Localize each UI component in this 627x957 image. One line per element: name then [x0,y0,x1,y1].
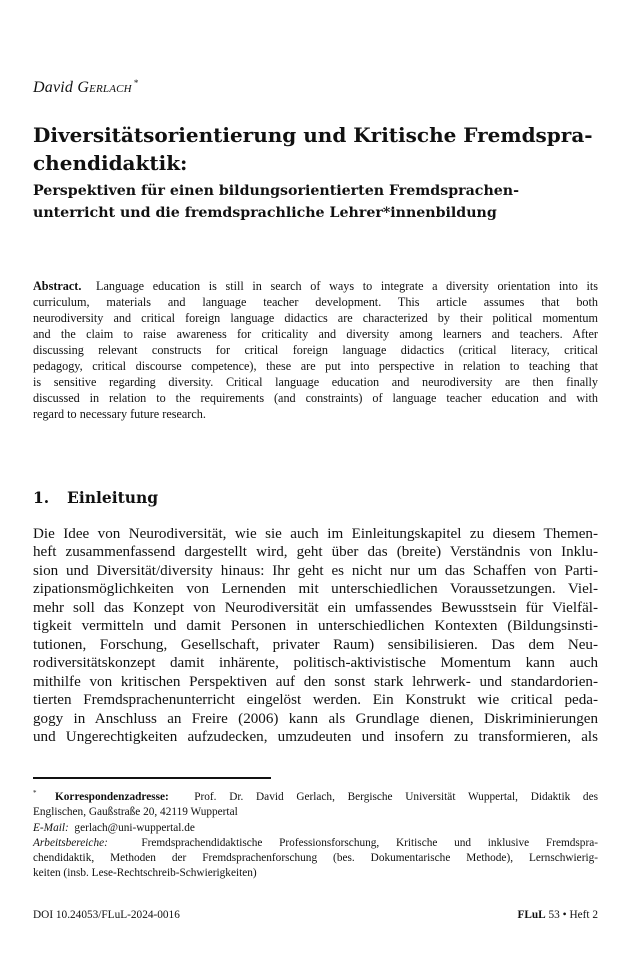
abstract-line: pedagogy, critical discourse competence), these are put into perspective in relation to teaching that [33,359,598,373]
email-address[interactable]: gerlach@uni-wuppertal.de [74,821,195,834]
footnote-line: chendidaktik, Methoden der Fremdsprachenforschung (bes. Dokumentarische Methode), Lernschwierig- [33,852,598,865]
author-name [33,78,139,97]
section-heading [33,488,158,507]
abstract-line: curriculum, materials and language teacher development. This article assumes that both [33,295,598,309]
article-subtitle [33,180,598,224]
body-line: rodiversitätskonzept damit inhärente, politisch-aktivistische Momentum kann auch [33,655,598,672]
body-line: heft zusammenfassend dargestellt wird, geht über das (breite) Verständnis von Inklu- [33,544,598,561]
footnote-line: Englischen, Gaußstraße 20, 42119 Wuppertal [33,806,238,819]
body-line: sion und Diversität/diversity hinaus: Ihr geht es nicht nur um das Schaffen von Parti- [33,562,598,579]
email-label: E-Mail: [33,821,69,834]
abstract-line: Abstract. Language education is still in search of ways to integrate a diversity orientation into its [33,279,598,293]
body-line: tierten Fremdsprachenunterricht eingelöst werden. Ein Konstrukt wie critical peda- [33,692,598,709]
abstract-label: Abstract. [33,279,82,293]
body-line: tigkeit vermitteln und damit Personen in unterschiedlichen Kontexten (Bildungsinsti- [33,618,598,635]
author-first-name: David [33,79,74,96]
volume-number: 53 [548,909,560,921]
areas-label: Arbeitsbereiche: [33,836,108,849]
footnote-email-line [33,821,598,836]
section-title: Einleitung [67,488,159,507]
footnote-line: Arbeitsbereiche: Fremdsprachendidaktische Professionsforschung, Kritische und inklusive Fremdspra- [33,836,598,849]
subtitle-line: unterricht und die fremdsprachliche Lehrer*innenbildung [33,205,497,221]
body-line: gogy in Anschluss an Freire (2006) kann als Grundlage dienen, Diskriminierungen [33,710,598,727]
author-last-name: Gerlach [77,79,132,96]
abstract-line: and the claim to raise awareness for criticality and diversity among learners and teachers. After [33,327,598,341]
abstract [33,278,598,422]
abstract-line: discussed in relation to the requirements (and constraints) of language teacher education and with [33,391,598,405]
footnote-separator [33,777,271,779]
subtitle-line: Perspektiven für einen bildungsorientierten Fremdsprachen- [33,183,519,199]
abstract-line: discussing relevant constructs for critical foreign language didactics (critical literacy, critical [33,343,598,357]
body-line: tutionen, Forschung, Gesellschaft, privater Raum) sensibilisieren. Das dem Neu- [33,636,598,653]
journal-name: FLuL [517,909,546,921]
abstract-line: neurodiversity and critical foreign language didactics are characterized by their political momentum [33,311,598,325]
body-line: mithilfe von kritischen Perspektiven auf den sonst stark lehrwerk- und standardorien- [33,673,598,690]
body-line: Die Idee von Neurodiversität, wie sie auch im Einleitungskapitel zu diesem Themen- [33,526,598,542]
article-title [33,121,598,177]
body-paragraph [33,525,598,746]
footnote [33,786,598,882]
abstract-line: is sensitive regarding diversity. Critical language education and neurodiversity are then finally [33,375,598,389]
section-number: 1. [33,488,50,507]
title-line: Diversitätsorientierung und Kritische Fremdspra- [33,123,593,147]
doi: DOI 10.24053/FLuL-2024-0016 [33,909,180,921]
body-line: zipationsmöglichkeiten von Lernenden mit unterschiedlichen Voraussetzungen. Viel- [33,581,598,598]
abstract-line: regard to necessary future research. [33,407,206,421]
footnote-line: * Korrespondenzadresse: Prof. Dr. David Gerlach, Bergische Universität Wuppertal, Didaktik des [33,789,598,803]
author-footnote-marker: * [133,78,139,88]
footnote-line: keiten (insb. Lese-Rechtschreib-Schwierigkeiten) [33,867,257,880]
footnote-marker: * [33,789,37,797]
title-line: chendidaktik: [33,151,188,175]
separator-bullet: • [562,909,567,921]
issue-number: Heft 2 [569,909,598,921]
footnote-label: Korrespondenzadresse: [55,791,169,803]
page-info [517,909,598,921]
body-line: mehr soll das Konzept von Neurodiversität ein umfassendes Bewusstsein für Vielfäl- [33,599,598,616]
body-line: und Ungerechtigkeiten aufzudecken, umzudeuten und insofern zu transformieren, als [33,728,598,745]
